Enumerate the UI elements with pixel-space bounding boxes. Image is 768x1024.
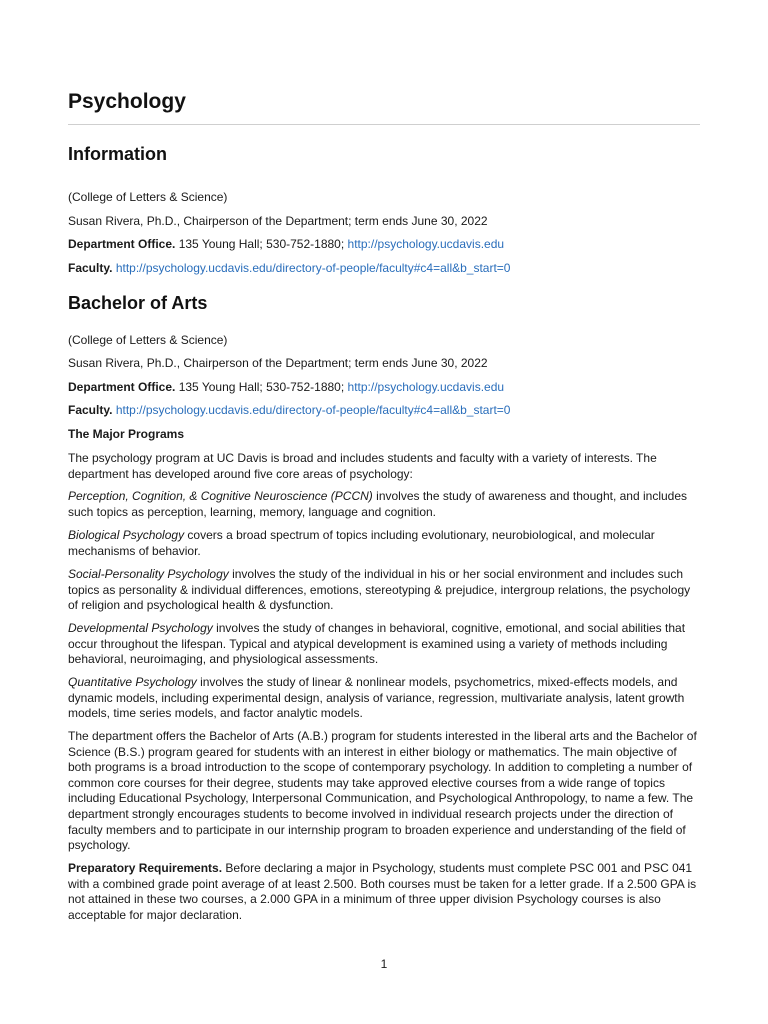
quantitative-paragraph [68, 675, 700, 722]
dev-text: involves the study of changes in behavioral, cognitive, emotional, and social abilities that occur throughout the lifespan. Typical and atypical development is examined using a variety of methods including behavioral, neuroimaging, and physiological assessments. [68, 621, 686, 667]
information-college: (College of Letters & Science) [68, 190, 228, 204]
ba-office-link[interactable]: http://psychology.ucdavis.edu [347, 380, 505, 394]
department-offers-paragraph: The department offers the Bachelor of Arts (A.B.) program for students interested in the liberal arts and the Bachelor of Science (B.S.) program geared for students with an interest in either biology or mathematics. The main objective of both programs is a broad introduction to the scope of contemporary psychology. In addition to completing a number of common core courses for their degree, students may take approved elective courses from a wide range of topics including Educational Psychology, Interpersonal Communication, and Psychological Anthropology, to name a few. The department strongly encourages students to become involved in individual research projects under the direction of faculty members and to participate in our internship program to broaden experience and understanding of the field of psychology. [68, 729, 697, 853]
office-text: 135 Young Hall; 530-752-1880; [175, 237, 348, 251]
page-title: Psychology [68, 90, 186, 113]
ba-faculty-link[interactable]: http://psychology.ucdavis.edu/directory-of-people/faculty#c4=all&b_start=0 [115, 403, 511, 417]
prep-text: Before declaring a major in Psychology, students must complete PSC 001 and PSC 041 with a combined grade point average of at least 2.500. Both courses must be taken for a letter grade. If a 2.500 GPA is not attained in these two courses, a 2.000 GPA in a minimum of three upper division Psychology courses is also acceptable for major declaration. [68, 861, 697, 922]
ba-office-label: Department Office. [68, 380, 176, 394]
office-link[interactable]: http://psychology.ucdavis.edu [347, 237, 505, 251]
page-number: 1 [380, 957, 388, 971]
developmental-paragraph [68, 621, 700, 668]
faculty-label: Faculty. [68, 261, 113, 275]
bachelor-of-arts-heading: Bachelor of Arts [68, 293, 208, 313]
information-chair: Susan Rivera, Ph.D., Chairperson of the Department; term ends June 30, 2022 [68, 214, 488, 228]
prep-label: Preparatory Requirements. [68, 861, 223, 875]
major-programs-heading: The Major Programs [68, 427, 185, 441]
bio-text: covers a broad spectrum of topics including evolutionary, neurobiological, and molecular mechanisms of behavior. [68, 528, 655, 558]
social-term: Social-Personality Psychology [68, 567, 229, 581]
ba-chair: Susan Rivera, Ph.D., Chairperson of the Department; term ends June 30, 2022 [68, 356, 488, 370]
information-office [68, 237, 504, 253]
information-heading: Information [68, 144, 167, 164]
ba-faculty-label: Faculty. [68, 403, 113, 417]
dev-term: Developmental Psychology [68, 621, 213, 635]
quant-text: involves the study of linear & nonlinear models, psychometrics, mixed-effects models, and dynamic models, including experimental design, analysis of variance, regression, multivariate analysis, latent growth models, time series models, and factor analytic models. [68, 675, 685, 721]
pccn-text: involves the study of awareness and thought, and includes such topics as perception, learning, memory, language and cognition. [68, 489, 688, 519]
bio-paragraph [68, 528, 700, 559]
intro-paragraph: The psychology program at UC Davis is broad and includes students and faculty with a variety of interests. The department has developed around five core areas of psychology: [68, 451, 657, 481]
ba-office-text: 135 Young Hall; 530-752-1880; [175, 380, 348, 394]
pccn-paragraph [68, 489, 700, 520]
title-divider [68, 124, 700, 125]
ba-office [68, 380, 504, 396]
preparatory-requirements-paragraph [68, 861, 700, 923]
social-paragraph [68, 567, 700, 614]
social-text: involves the study of the individual in his or her social environment and includes such topics as personality & individual differences, emotions, stereotyping & prejudice, intergroup relations, the psychology of religion and psychological health & dysfunction. [68, 567, 691, 613]
office-label: Department Office. [68, 237, 176, 251]
ba-faculty [68, 403, 510, 419]
bio-term: Biological Psychology [68, 528, 185, 542]
information-faculty [68, 261, 510, 277]
faculty-link[interactable]: http://psychology.ucdavis.edu/directory-of-people/faculty#c4=all&b_start=0 [115, 261, 511, 275]
ba-college: (College of Letters & Science) [68, 333, 228, 347]
pccn-term: Perception, Cognition, & Cognitive Neuroscience (PCCN) [68, 489, 373, 503]
quant-term: Quantitative Psychology [68, 675, 197, 689]
